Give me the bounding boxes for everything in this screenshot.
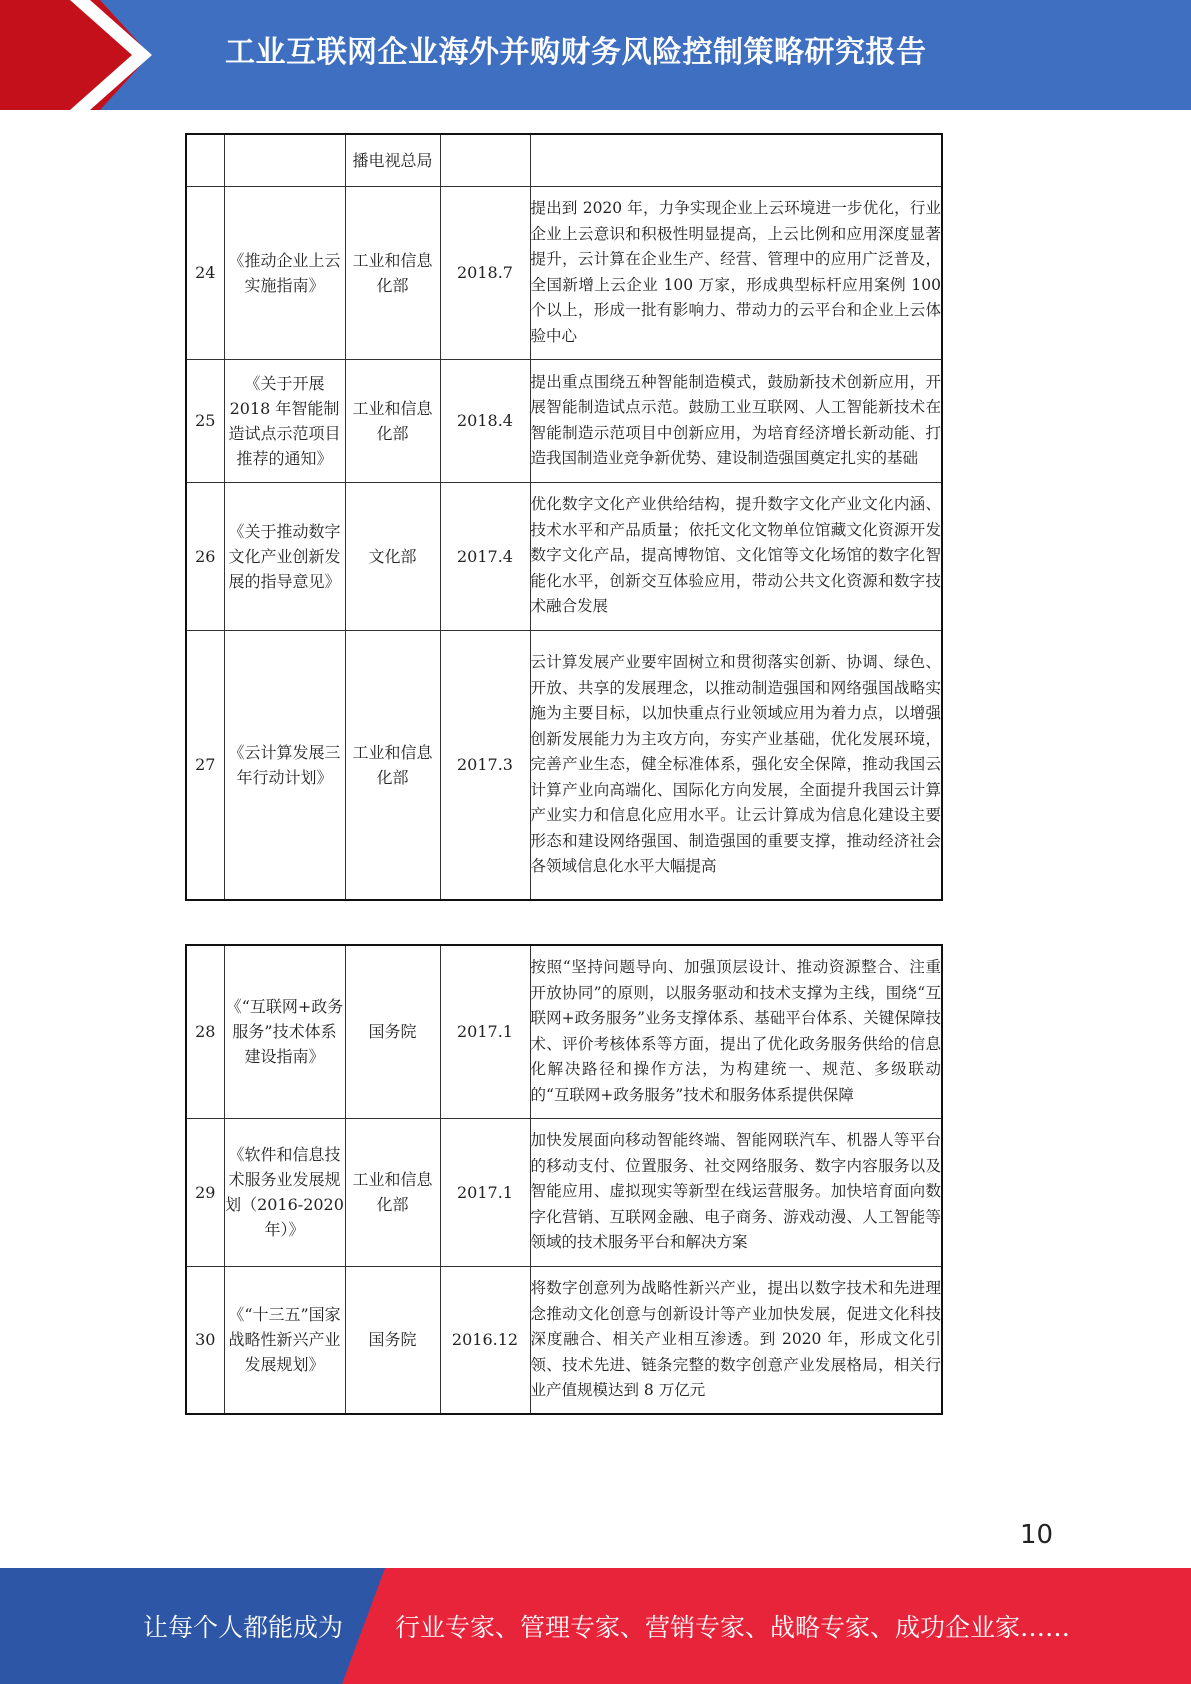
issue-date	[440, 134, 530, 186]
issuing-authority: 工业和信息化部	[345, 630, 440, 900]
policy-description	[530, 134, 942, 186]
row-number: 29	[186, 1118, 224, 1266]
row-number	[186, 134, 224, 186]
issue-date: 2017.4	[440, 482, 530, 630]
issuing-authority: 工业和信息化部	[345, 1118, 440, 1266]
row-number: 25	[186, 359, 224, 482]
policy-title	[224, 134, 345, 186]
row-number: 28	[186, 945, 224, 1118]
issuing-authority: 国务院	[345, 1266, 440, 1414]
policy-title: 《关于推动数字文化产业创新发展的指导意见》	[224, 482, 345, 630]
table-row	[186, 1266, 942, 1414]
issue-date: 2017.1	[440, 1118, 530, 1266]
page-number: 10	[1020, 1520, 1054, 1550]
report-title: 工业互联网企业海外并购财务风险控制策略研究报告	[225, 35, 927, 70]
policy-description: 优化数字文化产业供给结构，提升数字文化产业文化内涵、技术水平和产品质量；依托文化文物单位馆藏文化资源开发数字文化产品，提高博物馆、文化馆等文化场馆的数字化智能化水平，创新交互体验应用，带动公共文化资源和数字技术融合发展	[530, 482, 942, 630]
row-number: 30	[186, 1266, 224, 1414]
policy-description: 提出重点围绕五种智能制造模式，鼓励新技术创新应用，开展智能制造试点示范。鼓励工业互联网、人工智能新技术在智能制造示范项目中创新应用，为培育经济增长新动能、打造我国制造业竞争新优势、建设制造强国奠定扎实的基础	[530, 359, 942, 482]
red-chevron-decoration	[0, 0, 150, 110]
policy-title: 《推动企业上云实施指南》	[224, 186, 345, 359]
policy-table-2	[185, 944, 943, 1415]
issue-date: 2017.3	[440, 630, 530, 900]
row-number: 24	[186, 186, 224, 359]
policy-description: 加快发展面向移动智能终端、智能网联汽车、机器人等平台的移动支付、位置服务、社交网络服务、数字内容服务以及智能应用、虚拟现实等新型在线运营服务。加快培育面向数字化营销、互联网金融、电子商务、游戏动漫、人工智能等领域的技术服务平台和解决方案	[530, 1118, 942, 1266]
policy-description: 将数字创意列为战略性新兴产业，提出以数字技术和先进理念推动文化创意与创新设计等产业加快发展，促进文化科技深度融合、相关产业相互渗透。到 2020 年，形成文化引领、技术先进、链条完整的数字创意产业发展格局，相关行业产值规模达到 8 万亿元	[530, 1266, 942, 1414]
footer-slogan-left: 让每个人都能成为	[143, 1613, 344, 1642]
issuing-authority: 国务院	[345, 945, 440, 1118]
policy-description: 按照“坚持问题导向、加强顶层设计、推动资源整合、注重开放协同”的原则，以服务驱动和技术支撑为主线，围绕“互联网+政务服务”业务支撑体系、基础平台体系、关键保障技术、评价考核体系等方面，提出了优化政务服务供给的信息化解决路径和操作方法，为构建统一、规范、多级联动的“互联网+政务服务”技术和服务体系提供保障	[530, 945, 942, 1118]
policy-description: 云计算发展产业要牢固树立和贯彻落实创新、协调、绿色、开放、共享的发展理念，以推动制造强国和网络强国战略实施为主要目标，以加快重点行业领域应用为着力点，以增强创新发展能力为主攻方向，夯实产业基础，优化发展环境，完善产业生态，健全标准体系，强化安全保障，推动我国云计算产业向高端化、国际化方向发展，全面提升我国云计算产业实力和信息化应用水平。让云计算成为信息化建设主要形态和建设网络强国、制造强国的重要支撑，推动经济社会各领域信息化水平大幅提高	[530, 630, 942, 900]
policy-table-1	[185, 133, 943, 901]
issuing-authority: 工业和信息化部	[345, 359, 440, 482]
table-row	[186, 186, 942, 359]
row-number: 27	[186, 630, 224, 900]
table-row	[186, 359, 942, 482]
issue-date: 2016.12	[440, 1266, 530, 1414]
issuing-authority: 文化部	[345, 482, 440, 630]
table-row	[186, 1118, 942, 1266]
issue-date: 2017.1	[440, 945, 530, 1118]
issue-date: 2018.7	[440, 186, 530, 359]
row-number: 26	[186, 482, 224, 630]
header-banner	[0, 0, 1191, 110]
policy-title: 《“十三五”国家战略性新兴产业发展规划》	[224, 1266, 345, 1414]
footer-banner	[0, 1568, 1191, 1684]
table-row	[186, 134, 942, 186]
issue-date: 2018.4	[440, 359, 530, 482]
policy-description: 提出到 2020 年，力争实现企业上云环境进一步优化，行业企业上云意识和积极性明显提高，上云比例和应用深度显著提升，云计算在企业生产、经营、管理中的应用广泛普及，全国新增上云企业 100 万家，形成典型标杆应用案例 100 个以上，形成一批有影响力、带动力的云平台和企业上云体验中心	[530, 186, 942, 359]
table-row	[186, 482, 942, 630]
policy-title: 《关于开展2018 年智能制造试点示范项目推荐的通知》	[224, 359, 345, 482]
table-row	[186, 945, 942, 1118]
policy-title: 《软件和信息技术服务业发展规划（2016-2020年）》	[224, 1118, 345, 1266]
table-row	[186, 630, 942, 900]
footer-slogan-right: 行业专家、管理专家、营销专家、战略专家、成功企业家……	[395, 1613, 1071, 1642]
policy-title: 《云计算发展三年行动计划》	[224, 630, 345, 900]
issuing-authority: 播电视总局	[345, 134, 440, 186]
issuing-authority: 工业和信息化部	[345, 186, 440, 359]
policy-title: 《“互联网+政务服务”技术体系建设指南》	[224, 945, 345, 1118]
